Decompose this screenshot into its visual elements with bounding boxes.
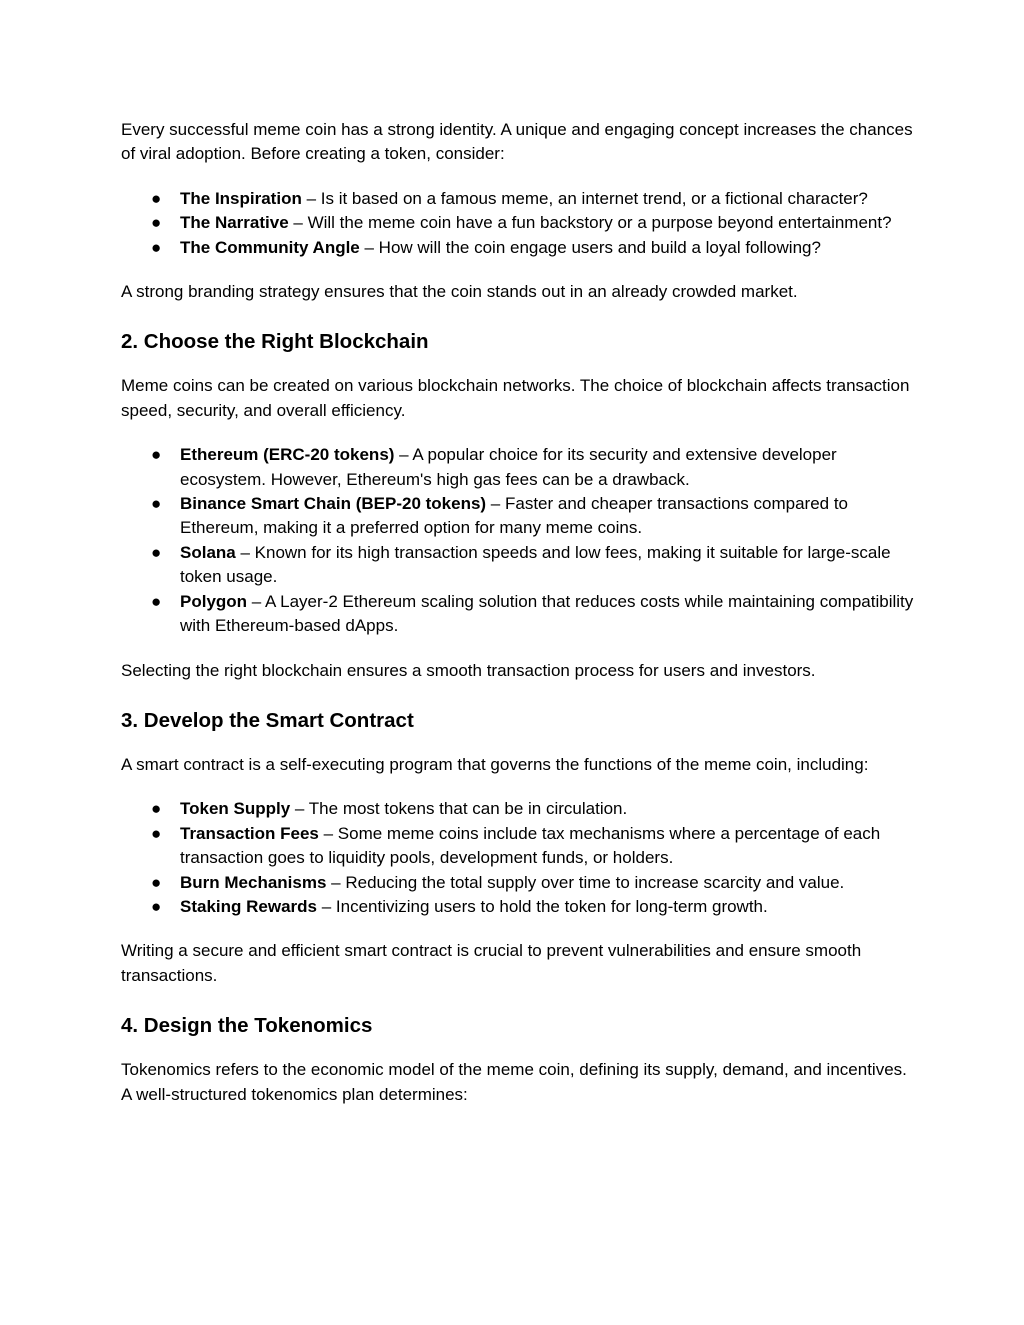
bullet-icon: ● xyxy=(151,872,162,892)
bullet-text: – A Layer-2 Ethereum scaling solution that reduces costs while maintaining compatibility with Ethereum-based dApps. xyxy=(180,591,914,636)
bullet-term: The Inspiration xyxy=(180,188,302,208)
intro-bullet-list xyxy=(121,187,921,260)
list-item xyxy=(121,797,921,821)
bullet-term: The Narrative xyxy=(180,213,289,233)
blockchain-bullet-list xyxy=(121,443,921,638)
bullet-term: The Community Angle xyxy=(180,237,360,257)
bullet-term: Transaction Fees xyxy=(180,823,319,843)
list-item xyxy=(121,822,921,871)
bullet-icon: ● xyxy=(151,823,162,843)
list-item xyxy=(121,871,921,895)
bullet-icon: ● xyxy=(151,237,162,257)
section-closing-paragraph: Writing a secure and efficient smart contract is crucial to prevent vulnerabilities and ensure smooth transactions. xyxy=(121,941,862,985)
intro-closing-paragraph: A strong branding strategy ensures that the coin stands out in an already crowded market. xyxy=(121,282,798,302)
section-heading: 4. Design the Tokenomics xyxy=(121,1014,373,1038)
list-item xyxy=(121,236,921,260)
bullet-text: – Some meme coins include tax mechanisms where a percentage of each transaction goes to liquidity pools, development funds, or holders. xyxy=(180,823,881,868)
bullet-text: – Is it based on a famous meme, an internet trend, or a fictional character? xyxy=(301,188,868,208)
list-item xyxy=(121,492,921,541)
section-paragraph: A smart contract is a self-executing program that governs the functions of the meme coin, including: xyxy=(121,754,869,774)
bullet-term: Staking Rewards xyxy=(180,896,317,916)
section-paragraph: Meme coins can be created on various blockchain networks. The choice of blockchain affects transaction speed, security, and overall efficiency. xyxy=(121,376,910,420)
bullet-icon: ● xyxy=(151,542,162,562)
bullet-text: – Faster and cheaper transactions compared to Ethereum, making it a preferred option for many meme coins. xyxy=(180,494,849,538)
bullet-icon: ● xyxy=(151,445,162,465)
bullet-term: Ethereum (ERC-20 tokens) xyxy=(180,445,395,465)
bullet-text: – Will the meme coin have a fun backstory or a purpose beyond entertainment? xyxy=(288,213,892,233)
bullet-icon: ● xyxy=(151,213,162,233)
list-item xyxy=(121,443,921,492)
list-item xyxy=(121,895,921,919)
section-paragraph: Tokenomics refers to the economic model of the meme coin, defining its supply, demand, and incentives. A well-structured tokenomics plan determines: xyxy=(121,1060,907,1104)
bullet-text: – How will the coin engage users and build a loyal following? xyxy=(359,237,821,257)
bullet-term: Solana xyxy=(180,542,236,562)
list-item xyxy=(121,211,921,235)
bullet-term: Polygon xyxy=(180,591,248,611)
bullet-icon: ● xyxy=(151,896,162,916)
bullet-icon: ● xyxy=(151,188,162,208)
bullet-icon: ● xyxy=(151,494,162,514)
bullet-term: Burn Mechanisms xyxy=(180,872,327,892)
list-item xyxy=(121,187,921,211)
bullet-term: Binance Smart Chain (BEP-20 tokens) xyxy=(180,494,487,514)
bullet-icon: ● xyxy=(151,799,162,819)
bullet-text: – A popular choice for its security and extensive developer ecosystem. However, Ethereum's high gas fees can be a drawback. xyxy=(180,445,837,489)
section-heading: 3. Develop the Smart Contract xyxy=(121,708,414,732)
smart-contract-bullet-list xyxy=(121,797,921,919)
document-page xyxy=(121,118,921,1107)
bullet-text: – Reducing the total supply over time to increase scarcity and value. xyxy=(326,872,845,892)
list-item xyxy=(121,541,921,590)
bullet-text: – The most tokens that can be in circulation. xyxy=(290,799,628,819)
section-heading: 2. Choose the Right Blockchain xyxy=(121,330,429,354)
section-closing-paragraph: Selecting the right blockchain ensures a smooth transaction process for users and investors. xyxy=(121,660,816,680)
bullet-text: – Incentivizing users to hold the token for long-term growth. xyxy=(317,896,768,916)
bullet-term: Token Supply xyxy=(180,799,291,819)
bullet-text: – Known for its high transaction speeds and low fees, making it suitable for large-scale token usage. xyxy=(180,542,891,587)
list-item xyxy=(121,590,921,639)
bullet-icon: ● xyxy=(151,591,162,611)
intro-paragraph: Every successful meme coin has a strong identity. A unique and engaging concept increases the chances of viral adoption. Before creating a token, consider: xyxy=(121,120,913,164)
